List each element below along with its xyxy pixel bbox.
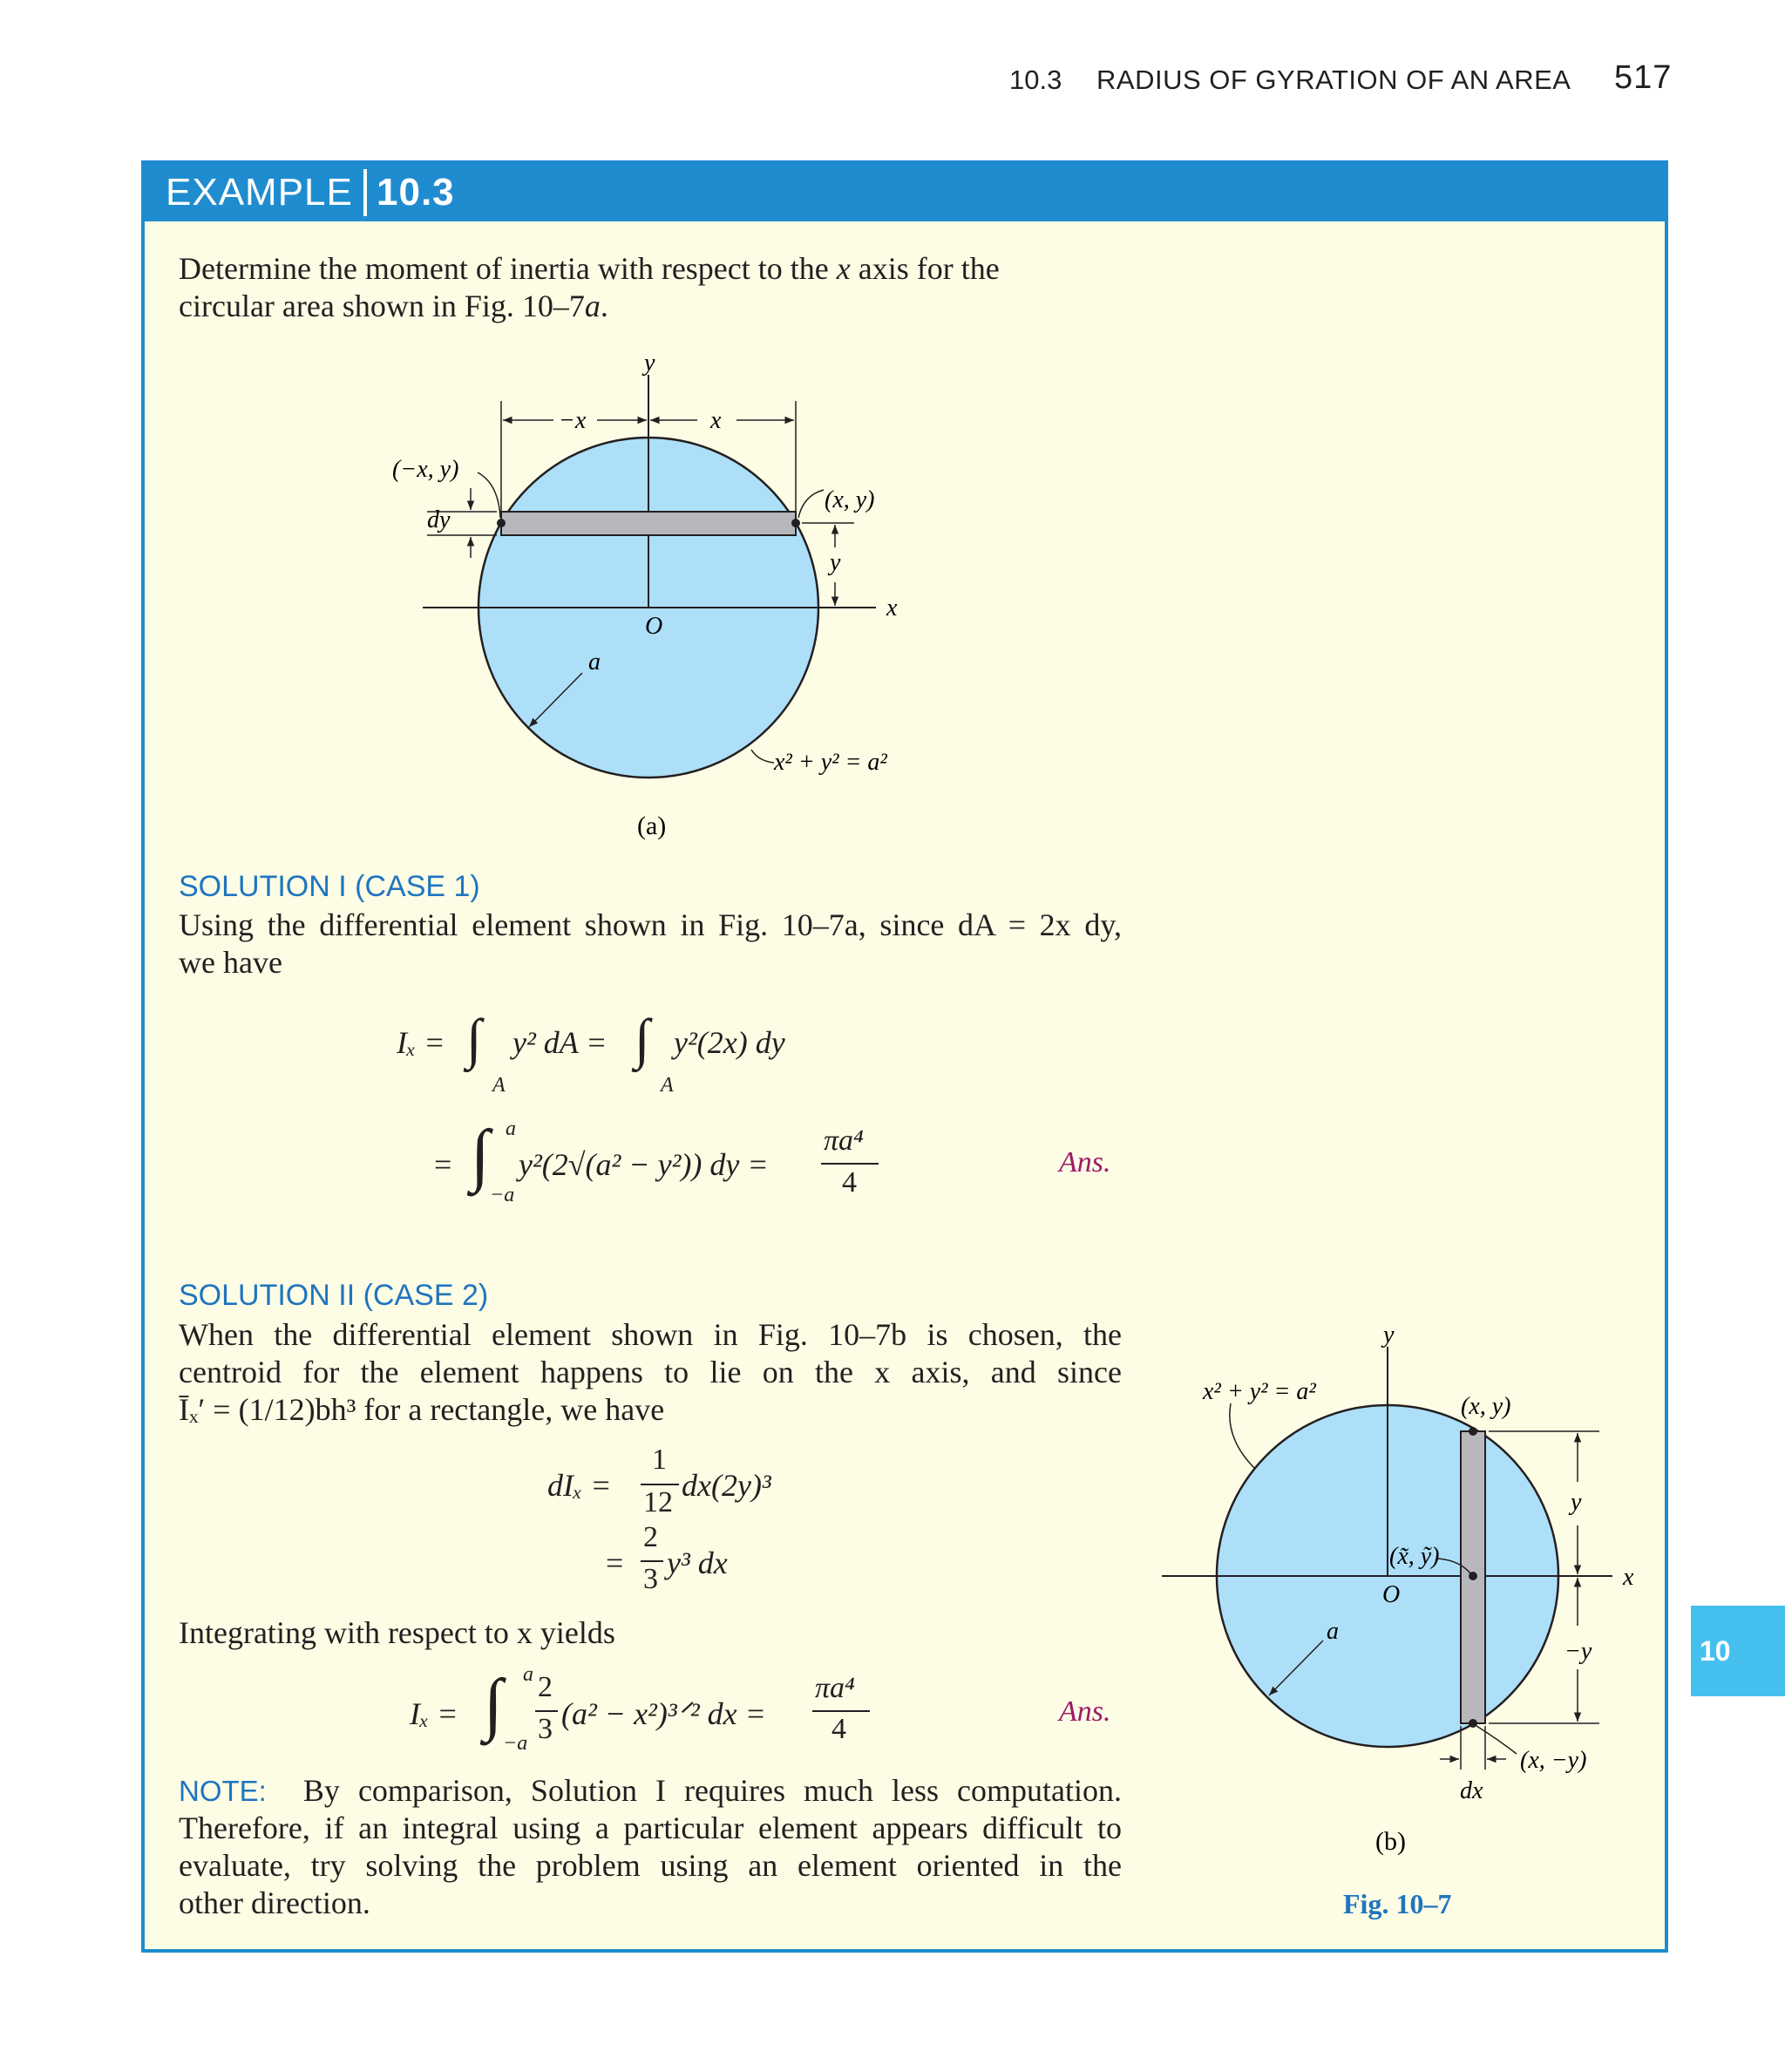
chapter-tab-label: 10: [1700, 1635, 1731, 1667]
fig-b-label-x-y: (x, y): [1461, 1393, 1511, 1420]
page-number: 517: [1614, 59, 1673, 96]
sol2-eq3-lhs: Iₓ =: [410, 1696, 458, 1731]
sol2-eq1-den: 12: [643, 1486, 673, 1518]
fig-a-label-x-y: (x, y): [825, 486, 875, 513]
fig-b-caption: (b): [1375, 1827, 1406, 1856]
section-number: 10.3: [1009, 65, 1062, 95]
solution-2-line-2: centroid for the element happens to lie on the x axis, and since: [179, 1355, 1122, 1389]
fig-a-label-radius: a: [588, 649, 601, 676]
fig-a-caption: (a): [637, 812, 667, 840]
sol1-eq1-sub-2: A: [661, 1074, 674, 1097]
solution-1-line-2: we have: [179, 945, 282, 980]
sol1-ans: Ans.: [1059, 1146, 1111, 1179]
sol2-eq2-equals: =: [606, 1546, 624, 1580]
fig-b-label-dx: dx: [1460, 1777, 1483, 1804]
sol2-eq2-den: 3: [643, 1563, 658, 1595]
sol2-eq1-rest: dx(2y)³: [682, 1468, 771, 1503]
sol1-eq1-sub-1: A: [492, 1074, 506, 1097]
sol1-eq2-upper: a: [506, 1118, 516, 1140]
sol2-eq1-num: 1: [652, 1444, 667, 1476]
example-number: 10.3: [377, 171, 455, 214]
example-label: EXAMPLE: [166, 171, 353, 214]
note-label: NOTE:: [179, 1775, 267, 1807]
sol1-eq2-equals: =: [434, 1147, 452, 1182]
fig-a-label-dy: dy: [427, 506, 451, 533]
sol2-eq2-num: 2: [643, 1521, 658, 1553]
sol1-eq1-lhs: Iₓ =: [397, 1025, 445, 1060]
sol2-eq3-den: 4: [831, 1713, 846, 1745]
fig-b-label-y-dim: y: [1571, 1489, 1582, 1516]
sol2-eq1-lhs: dIₓ =: [547, 1468, 612, 1503]
sol2-eq2-rest: y³ dx: [667, 1546, 728, 1580]
sol1-eq2-den: 4: [842, 1166, 857, 1199]
problem-line-1: Determine the moment of inertia with respect to the x axis for the: [179, 251, 1000, 286]
sol1-eq2-num: πa⁴: [824, 1124, 864, 1157]
problem-line-2: circular area shown in Fig. 10–7a.: [179, 289, 608, 323]
sol1-eq2-lower: −a: [490, 1184, 515, 1206]
sol2-eq3-integral: ∫: [484, 1666, 503, 1743]
fig-b-label-radius: a: [1327, 1618, 1339, 1645]
fig-a-label-neg-x: −x: [559, 407, 587, 434]
solution-2-line-1: When the differential element shown in Fig. 10–7b is chosen, the: [179, 1317, 1122, 1352]
fig-b-label-equation: x² + y² = a²: [1203, 1378, 1316, 1405]
solution-1-line-1: Using the differential element shown in Fig. 10–7a, since dA = 2x dy,: [179, 907, 1122, 942]
fig-a-label-x-top: x: [710, 407, 722, 434]
sol2-eq3-frac-den: 3: [538, 1713, 553, 1745]
sol2-ans: Ans.: [1059, 1695, 1111, 1728]
solution-2-integrating: Integrating with respect to x yields: [179, 1615, 615, 1650]
fig-b-label-x-axis: x: [1623, 1564, 1634, 1591]
sol1-eq2-integral: ∫: [471, 1117, 490, 1193]
note-line-2: Therefore, if an integral using a particular element appears difficult to: [179, 1810, 1122, 1845]
fig-b-label-neg-y: −y: [1564, 1638, 1592, 1665]
sol2-eq3-upper: a: [523, 1663, 533, 1686]
sol2-eq3-frac-num: 2: [538, 1671, 553, 1703]
point-bottom-b: [1469, 1719, 1477, 1728]
sol1-eq1-integral-1: ∫: [466, 1008, 482, 1070]
fig-a-label-origin: O: [645, 613, 663, 640]
note-line-4: other direction.: [179, 1885, 370, 1920]
point-top-b: [1469, 1427, 1477, 1436]
sol2-eq3-body: (a² − x²)³ᐟ² dx =: [561, 1696, 766, 1731]
sol1-eq1-body-1: y² dA =: [512, 1025, 607, 1060]
chapter-tab: [1691, 1606, 1785, 1696]
sol1-eq1-integral-2: ∫: [635, 1008, 650, 1070]
note-line-1: NOTE: By comparison, Solution I requires much less computation.: [179, 1773, 1122, 1808]
solution-2-line-3: Īₓ′ = (1/12)bh³ for a rectangle, we have: [179, 1392, 665, 1427]
fig-b-label-y: y: [1383, 1321, 1395, 1348]
fig-b-label-x-neg-y: (x, −y): [1520, 1747, 1587, 1774]
sol1-eq2-body: y²(2√(a² − y²)) dy =: [519, 1147, 769, 1182]
fig-a-label-equation: x² + y² = a²: [774, 749, 887, 776]
solution-2-heading: SOLUTION II (CASE 2): [179, 1279, 489, 1312]
note-line-3: evaluate, try solving the problem using an element oriented in the: [179, 1848, 1122, 1883]
fig-a-label-y: y: [644, 350, 655, 377]
fig-a-label-y-dim: y: [830, 549, 841, 576]
fig-b-label-origin: O: [1382, 1581, 1401, 1608]
solution-1-heading: SOLUTION I (CASE 1): [179, 870, 480, 903]
fig-a-label-neg-x-y: (−x, y): [392, 456, 459, 483]
fig-b-title: Fig. 10–7: [1343, 1888, 1452, 1919]
sol1-eq1-body-2: y²(2x) dy: [674, 1025, 785, 1060]
sol2-eq3-lower: −a: [503, 1732, 528, 1755]
sol2-eq3-num: πa⁴: [815, 1672, 855, 1704]
fig-a-label-x-axis: x: [886, 594, 898, 622]
section-title: RADIUS OF GYRATION OF AN AREA: [1096, 65, 1571, 95]
fig-b-label-centroid: (x̃, ỹ): [1389, 1543, 1440, 1570]
